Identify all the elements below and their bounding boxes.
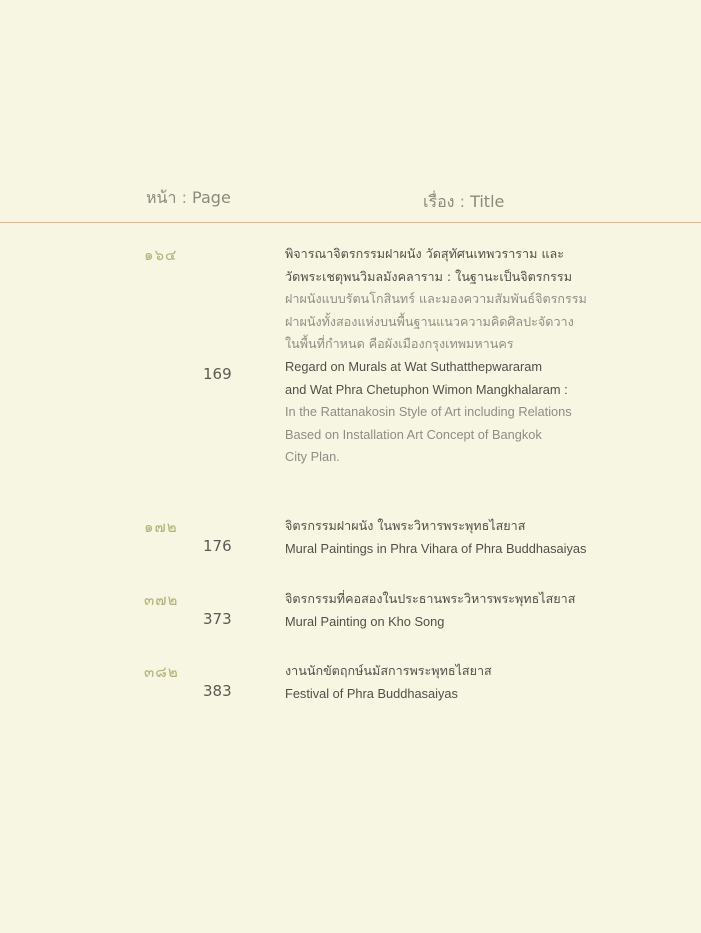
title-thai-line: ฝาผนังแบบรัตนโกสินทร์ และมองความสัมพันธ์จิตรกรรม — [285, 291, 587, 307]
page-number: 176 — [203, 537, 232, 555]
heading-separator: : — [459, 192, 465, 211]
toc-header — [0, 186, 701, 216]
title-en-line: In the Rattanakosin Style of Art including Relations — [285, 404, 572, 420]
title-en-line: and Wat Phra Chetuphon Wimon Mangkhalaram : — [285, 381, 568, 397]
title-en-line: Festival of Phra Buddhasaiyas — [285, 685, 458, 701]
entry-title — [285, 588, 625, 633]
title-heading-en: Title — [470, 192, 505, 211]
entry-title — [285, 515, 625, 560]
page-column-heading — [146, 186, 231, 211]
title-thai-line: จิตรกรรมที่คอสองในประธานพระวิหารพระพุทธไสยาส — [285, 591, 576, 606]
heading-separator: : — [181, 188, 187, 207]
entry-title — [285, 660, 625, 705]
title-en-line: Regard on Murals at Wat Suthatthepwararam — [285, 358, 543, 374]
title-en-line: Based on Installation Art Concept of Bangkok — [285, 426, 542, 442]
title-en-line: Mural Paintings in Phra Vihara of Phra Buddhasaiyas — [285, 540, 587, 556]
title-thai-line: จิตรกรรมฝาผนัง ในพระวิหารพระพุทธไสยาส — [285, 518, 526, 533]
title-thai-line: พิจารณาจิตรกรรมฝาผนัง วัดสุทัศนเทพวราราม และ — [285, 246, 565, 261]
thai-page-number: ๑๗๒ — [144, 518, 178, 536]
page-number: 169 — [203, 365, 232, 383]
title-heading-thai: เรื่อง — [423, 192, 455, 211]
title-thai-line: ฝาผนังทั้งสองแห่งบนพื้นฐานแนวความคิดศิลปะจัดวาง — [285, 313, 574, 329]
title-thai-line: วัดพระเชตุพนวิมลมังคลาราม : ในฐานะเป็นจิตรกรรม — [285, 268, 572, 284]
thai-page-number: ๑๖๔ — [144, 246, 178, 264]
page-heading-thai: หน้า — [146, 188, 177, 207]
page-heading-en: Page — [192, 188, 231, 207]
header-divider — [0, 222, 701, 223]
title-column-heading — [423, 190, 504, 215]
title-en-line: City Plan. — [285, 449, 340, 465]
thai-page-number: ๓๗๒ — [144, 591, 179, 609]
title-thai-line: ในพื้นที่กำหนด คือผังเมืองกรุงเทพมหานคร — [285, 336, 514, 352]
page-number: 373 — [203, 610, 232, 628]
thai-page-number: ๓๘๒ — [144, 663, 179, 681]
page-number: 383 — [203, 682, 232, 700]
entry-title — [285, 243, 625, 469]
title-en-line: Mural Painting on Kho Song — [285, 613, 445, 629]
title-thai-line: งานนักขัตฤกษ์นมัสการพระพุทธไสยาส — [285, 663, 492, 678]
